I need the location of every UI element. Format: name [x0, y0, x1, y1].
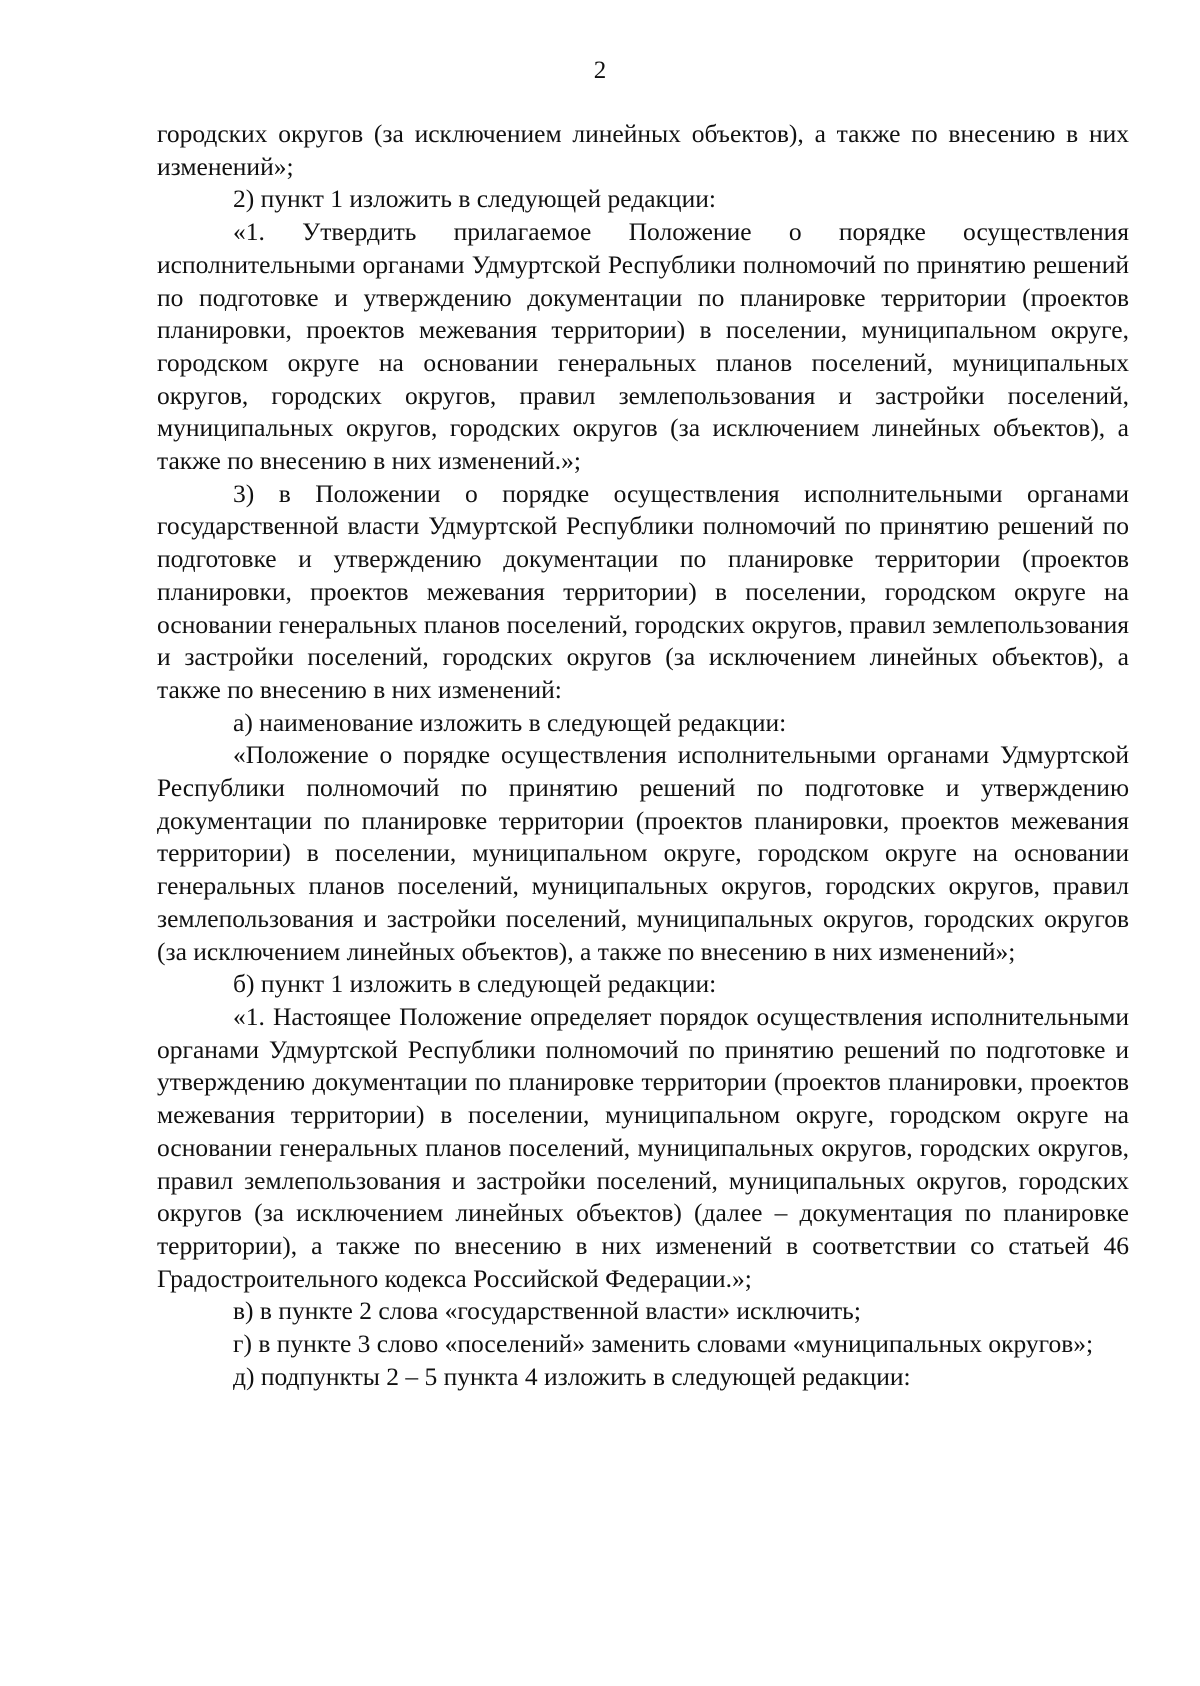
paragraph-subitem-a-quote: «Положение о порядке осуществления исполнительными органами Удмуртской Республики полномочий по принятию решений по подготовке и утверждению документации по планировке территории (проектов планировки, проектов межевания территории) в поселении, муниципальном округе, городском округе на основании генеральных планов поселений, муниципальных округов, городских округов, правил землепользования и застройки поселений, муниципальных округов, городских округов (за исключением линейных объектов), а также по внесению в них изменений»;	[157, 740, 1129, 966]
paragraph-item-2-quote: «1. Утвердить прилагаемое Положение о порядке осуществления исполнительными органами Удмуртской Республики полномочий по принятию решений по подготовке и утверждению документации по планировке территории (проектов планировки, проектов межевания территории) в поселении, муниципальном округе, городском округе на основании генеральных планов поселений, муниципальных округов, городских округов, правил землепользования и застройки поселений, муниципальных округов, городских округов (за исключением линейных объектов), а также по внесению в них изменений.»;	[157, 217, 1129, 476]
paragraph-item-2: 2) пункт 1 изложить в следующей редакции:	[233, 184, 716, 214]
paragraph-subitem-v: в) в пункте 2 слова «государственной власти» исключить;	[233, 1296, 861, 1326]
document-body	[157, 118, 1129, 1393]
paragraph-subitem-g: г) в пункте 3 слово «поселений» заменить словами «муниципальных округов»;	[233, 1329, 1094, 1359]
paragraph-subitem-a: а) наименование изложить в следующей редакции:	[233, 707, 787, 737]
paragraph-subitem-b-quote: «1. Настоящее Положение определяет порядок осуществления исполнительными органами Удмуртской Республики полномочий по принятию решений по подготовке и утверждению документации по планировке территории (проектов планировки, проектов межевания территории) в поселении, муниципальном округе, городском округе на основании генеральных планов поселений, муниципальных округов, городских округов, правил землепользования и застройки поселений, муниципальных округов, городских округов (за исключением линейных объектов) (далее – документация по планировке территории), а также по внесению в них изменений в соответствии со статьей 46 Градостроительного кодекса Российской Федерации.»;	[157, 1001, 1129, 1293]
paragraph-subitem-d: д) подпункты 2 – 5 пункта 4 изложить в следующей редакции:	[233, 1361, 911, 1391]
paragraph-continuation: городских округов (за исключением линейных объектов), а также по внесению в них изменений»;	[157, 119, 1129, 181]
paragraph-subitem-b: б) пункт 1 изложить в следующей редакции:	[233, 969, 717, 999]
page-number: 2	[593, 57, 607, 84]
paragraph-item-3: 3) в Положении о порядке осуществления исполнительными органами государственной власти Удмуртской Республики полномочий по принятию решений по подготовке и утверждению документации по планировке территории (проектов планировки, проектов межевания территории) в поселении, городском округе на основании генеральных планов поселений, городских округов, правил землепользования и застройки поселений, городских округов (за исключением линейных объектов), а также по внесению в них изменений:	[157, 478, 1129, 704]
